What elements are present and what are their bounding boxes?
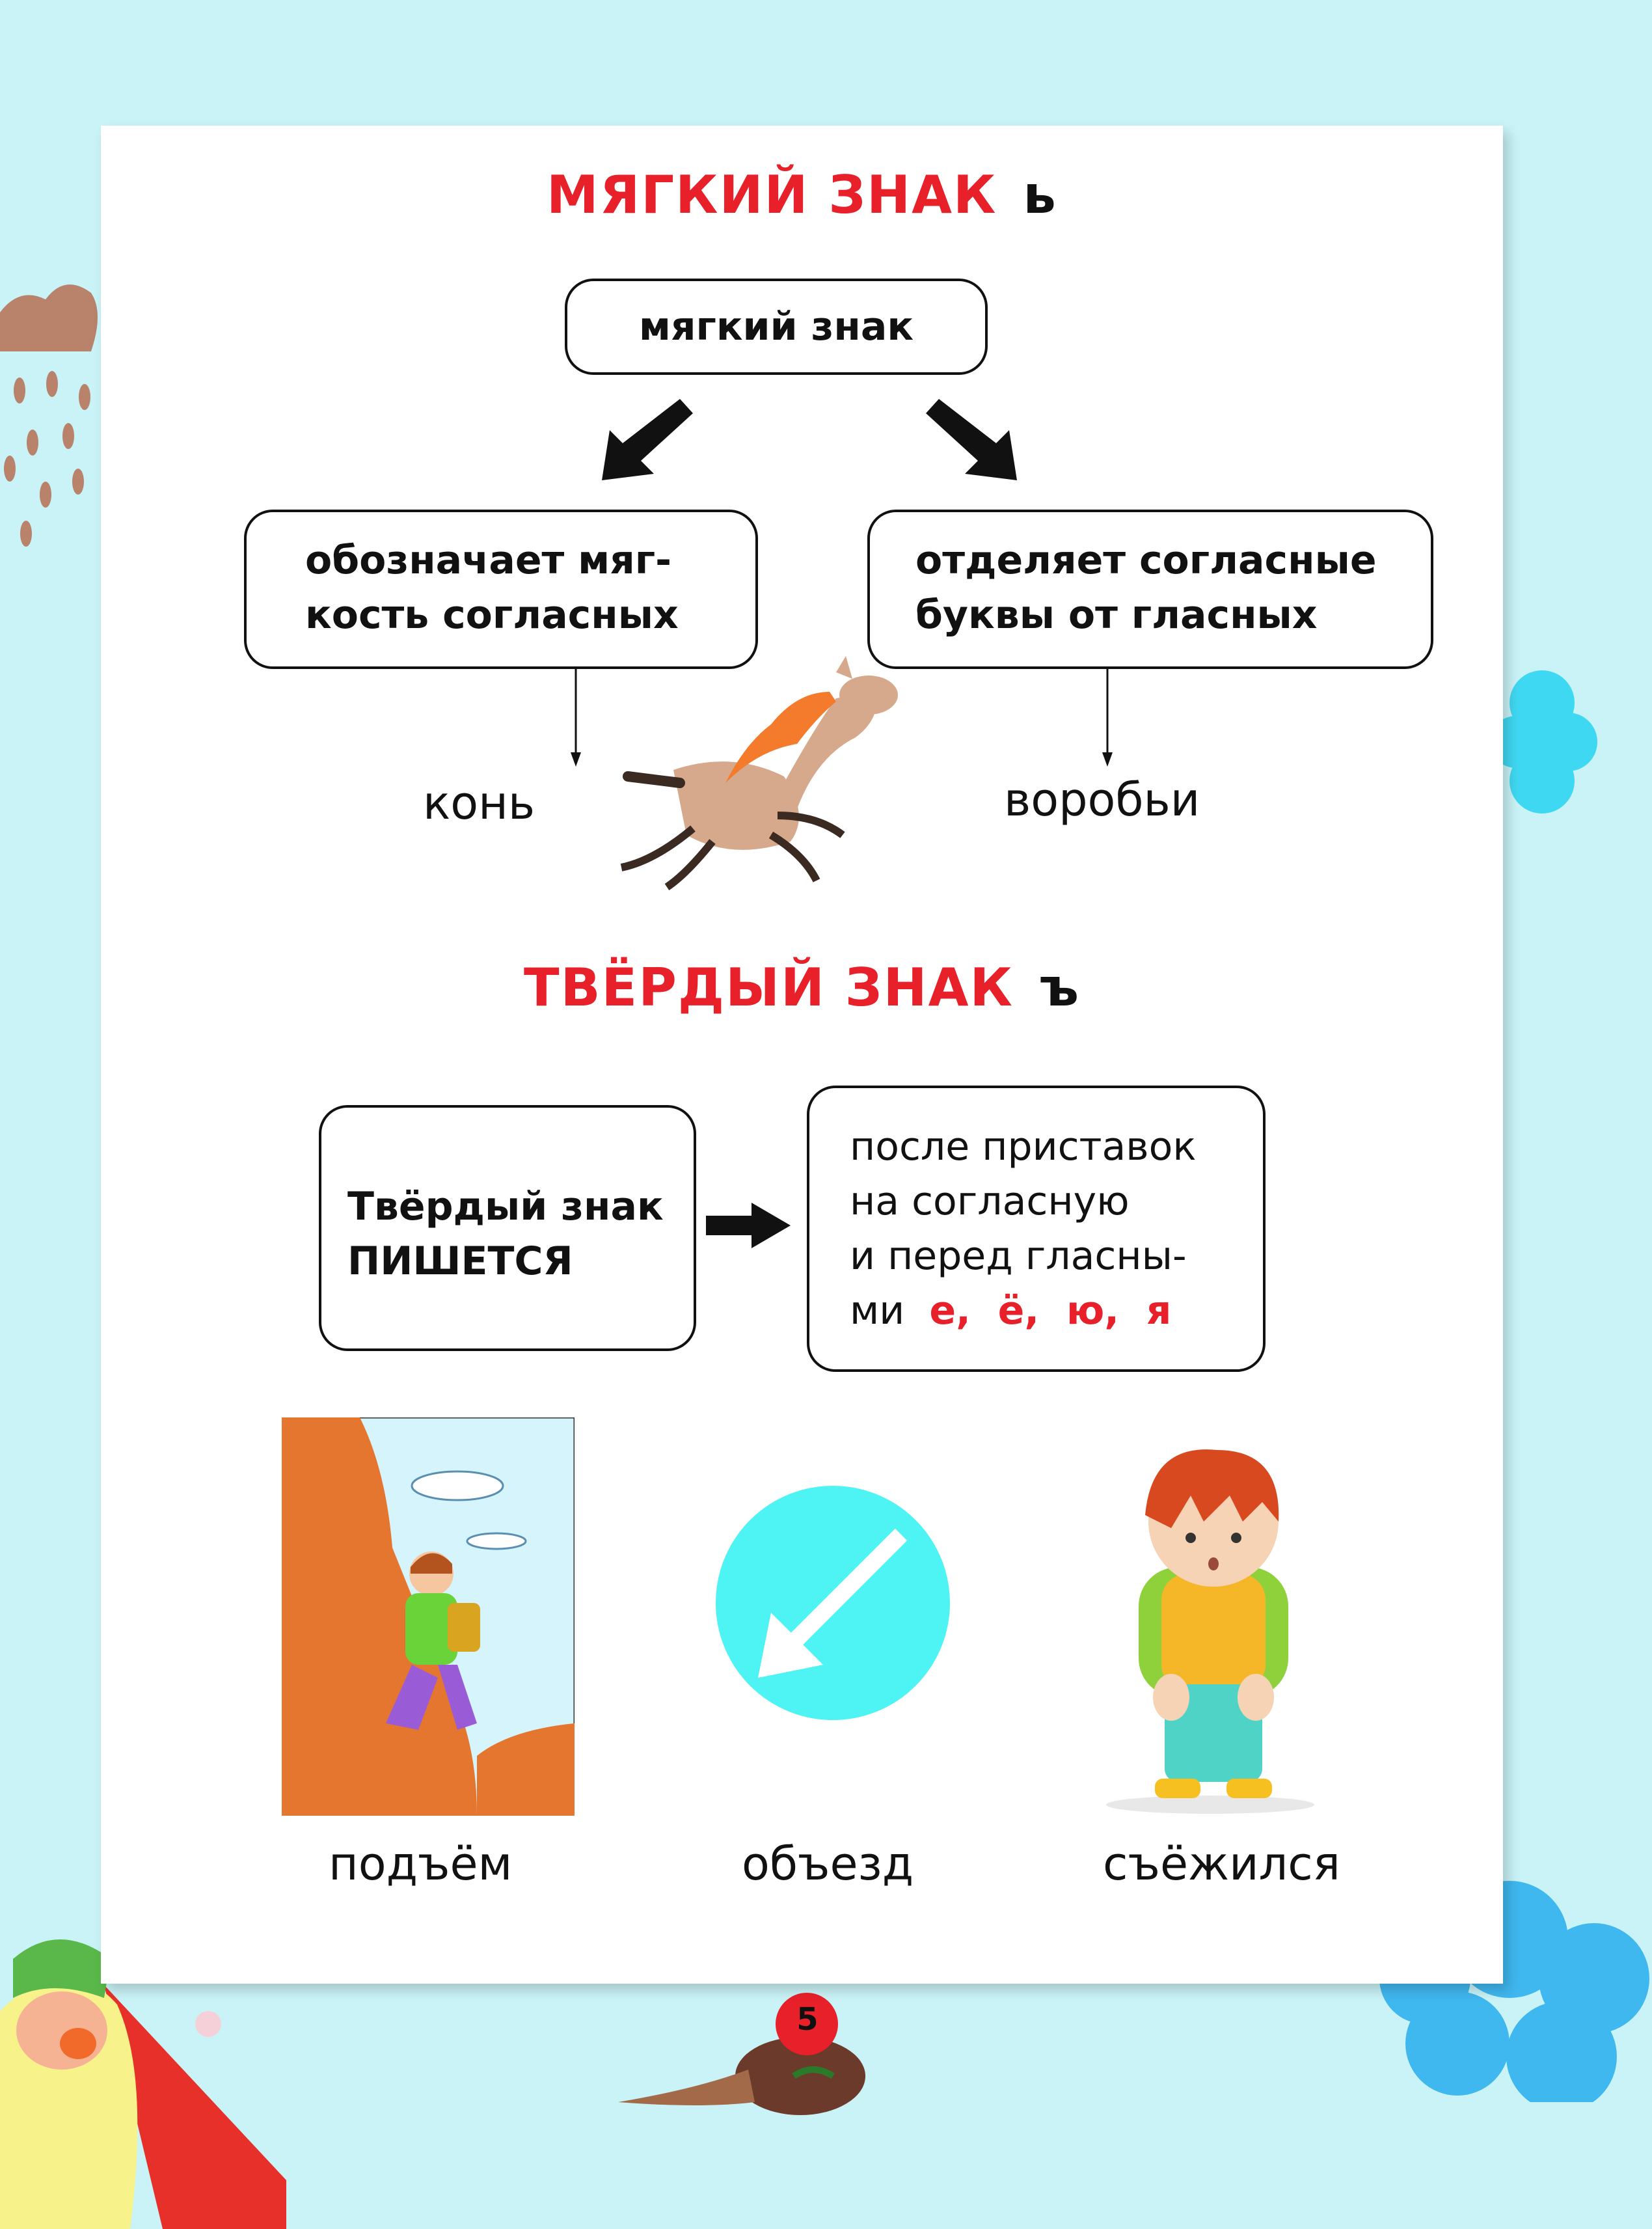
example-word-3: съёжился: [1103, 1837, 1340, 1891]
soft-sign-left-line-1: обозначает мяг-: [305, 538, 671, 583]
hard-sign-right-line-1: после приставок: [850, 1124, 1197, 1169]
vowels-list: е, ё, ю, я: [929, 1288, 1172, 1333]
soft-sign-example-right: воробьи: [1004, 773, 1200, 827]
hard-sign-right-line-2: на согласную: [850, 1179, 1130, 1224]
arrow-down-right-icon: [926, 399, 1017, 484]
soft-sign-left-line-2: кость согласных: [305, 592, 679, 638]
arrow-down-icon: [569, 669, 582, 767]
soft-sign-right-line-1: отделяет согласные: [915, 538, 1377, 583]
detour-road-sign: [706, 1476, 960, 1730]
arrow-down-left-icon: [602, 399, 693, 484]
hard-sign-right-box: [807, 1086, 1266, 1372]
soft-sign-title: МЯГКИЙ ЗНАК: [546, 165, 997, 225]
hard-sign-title: ТВЁРДЫЙ ЗНАК: [524, 957, 1014, 1018]
hard-sign-right-line-4-prefix: ми: [850, 1288, 905, 1333]
soft-sign-top-box: [565, 279, 988, 375]
hard-sign-left-box: [319, 1105, 696, 1351]
soft-sign-heading: [101, 165, 1503, 225]
hard-sign-left-line-2: ПИШЕТСЯ: [347, 1238, 573, 1284]
example-word-2: объезд: [742, 1837, 914, 1891]
hard-sign-right-line-3: и перед гласны-: [850, 1233, 1187, 1279]
blue-flower-decoration: [1496, 664, 1601, 820]
hard-sign-left-line-1: Твёрдый знак: [347, 1184, 664, 1229]
soft-sign-left-box: [244, 510, 758, 669]
arrow-right-icon: [706, 1203, 791, 1248]
content-card: [101, 126, 1503, 1984]
rain-cloud-decoration: [0, 273, 104, 560]
soft-sign-top-box-text: мягкий знак: [638, 304, 914, 349]
hard-sign-letter: ъ: [1039, 957, 1080, 1018]
hedgehog-character: [618, 1991, 904, 2122]
climber-illustration: [282, 1417, 575, 1816]
hard-sign-heading: [101, 957, 1503, 1018]
horse-illustration: [602, 646, 1005, 907]
shrinking-boy-illustration: [1080, 1424, 1334, 1814]
arrow-down-icon: [1101, 669, 1114, 767]
page-number: 5: [796, 2001, 819, 2038]
soft-sign-example-left: конь: [423, 776, 535, 830]
soft-sign-right-box: [867, 510, 1433, 669]
soft-sign-right-line-2: буквы от гласных: [915, 592, 1318, 638]
soft-sign-letter: ь: [1023, 165, 1058, 225]
example-word-1: подъём: [329, 1837, 513, 1891]
